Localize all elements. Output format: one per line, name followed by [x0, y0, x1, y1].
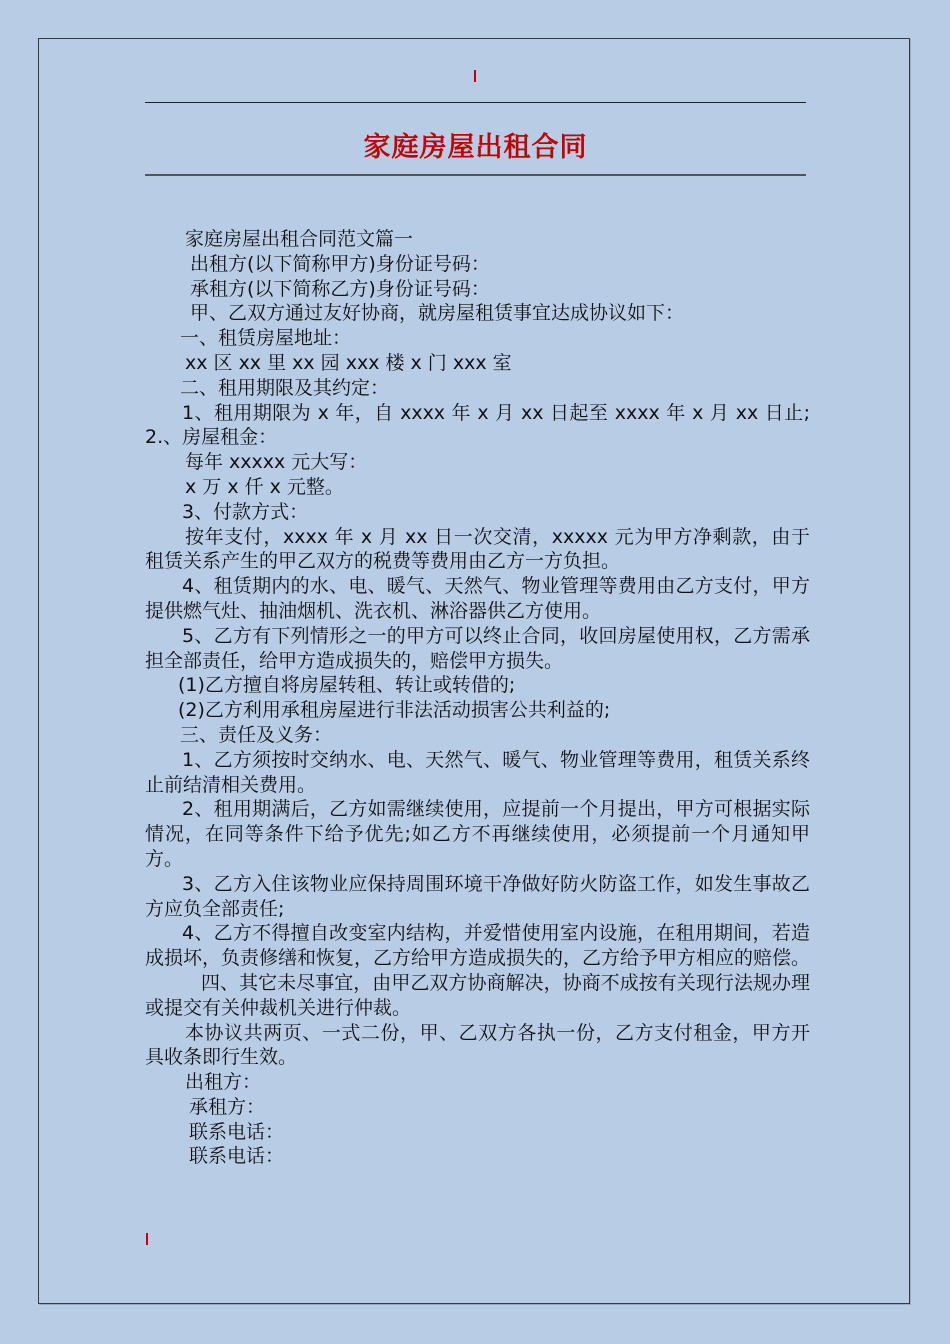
- paragraph-utilities: 4、租赁期内的水、电、暖气、天然气、物业管理等费用由乙方支付，甲方提供燃气灶、抽油烟机、洗衣机、淋浴器供乙方使用。: [145, 575, 810, 622]
- paragraph-tenant-id: 承租方(以下简称乙方)身份证号码：: [190, 277, 490, 300]
- section-heading-term: 二、租用期限及其约定：: [180, 376, 390, 399]
- paragraph-heading: 家庭房屋出租合同范文篇一: [185, 228, 414, 250]
- paragraph-termination-item-2: (2)乙方利用承租房屋进行非法活动损害公共利益的;: [178, 699, 611, 722]
- paragraph-agreement-intro: 甲、乙双方通过友好协商，就房屋租赁事宜达成协议如下：: [190, 302, 685, 325]
- signature-phone-1: 联系电话：: [189, 1120, 285, 1143]
- title-rule: [145, 174, 806, 176]
- signature-phone-2: 联系电话：: [189, 1145, 285, 1168]
- paragraph-rent-in-words: x 万 x 仟 x 元整。: [185, 475, 344, 498]
- paragraph-annual-rent: 每年 xxxxx 元大写：: [185, 451, 368, 474]
- section-heading-duties: 三、责任及义务：: [180, 723, 333, 746]
- paragraph-termination: 5、乙方有下列情形之一的甲方可以终止合同，收回房屋使用权，乙方需承担全部责任，给甲方造成损失的，赔偿甲方损失。: [145, 624, 810, 672]
- paragraph-duty-3: 3、乙方入住该物业应保持周围环境干净做好防火防盗工作，如发生事故乙方应负全部责任;: [145, 872, 810, 920]
- page-mark-top: [474, 70, 476, 82]
- paragraph-duty-2: 2、租用期满后，乙方如需继续使用，应提前一个月提出，甲方可根据实际情况，在同等条件下给予优先;如乙方不再继续使用，必须提前一个月通知甲方。: [145, 798, 810, 870]
- paragraph-payment: 按年支付，xxxx 年 x 月 xx 日一次交清，xxxxx 元为甲方净剩款，由于租赁关系产生的甲乙双方的税费等费用由乙方一方负担。: [145, 525, 810, 573]
- paragraph-address: xx 区 xx 里 xx 园 xxx 楼 x 门 xxx 室: [185, 351, 512, 374]
- signature-tenant: 承租方：: [189, 1095, 266, 1118]
- paragraph-payment-heading: 3、付款方式：: [182, 500, 309, 523]
- page-mark-bottom: [146, 1233, 148, 1245]
- paragraph-effectiveness: 本协议共两页、一式二份，甲、乙双方各执一份，乙方支付租金，甲方开具收条即行生效。: [145, 1021, 810, 1069]
- paragraph-termination-item-1: (1)乙方擅自将房屋转租、转让或转借的;: [178, 674, 516, 697]
- section-heading-address: 一、租赁房屋地址：: [180, 327, 352, 350]
- paragraph-duty-4: 4、乙方不得擅自改变室内结构，并爱惜使用室内设施，在租用期间，若造成损坏，负责修缮和恢复，乙方给甲方造成损失的，乙方给予甲方相应的赔偿。: [145, 922, 811, 970]
- document-body: [145, 227, 810, 1169]
- paragraph-term: 1、租用期限为 x 年，自 xxxx 年 x 月 xx 日起至 xxxx 年 x 月 xx 日止; 2.、房屋租金：: [145, 401, 810, 449]
- paragraph-duty-1: 1、乙方须按时交纳水、电、天然气、暖气、物业管理等费用，租赁关系终止前结清相关费用。: [145, 748, 810, 796]
- paragraph-other-matters: 四、其它未尽事宜，由甲乙双方协商解决，协商不成按有关现行法规办理或提交有关仲裁机关进行仲裁。: [145, 971, 810, 1019]
- document-title: 家庭房屋出租合同: [363, 132, 588, 163]
- paragraph-landlord-id: 出租方(以下简称甲方)身份证号码：: [190, 252, 490, 275]
- header-rule: [145, 102, 806, 103]
- signature-landlord: 出租方：: [185, 1071, 262, 1094]
